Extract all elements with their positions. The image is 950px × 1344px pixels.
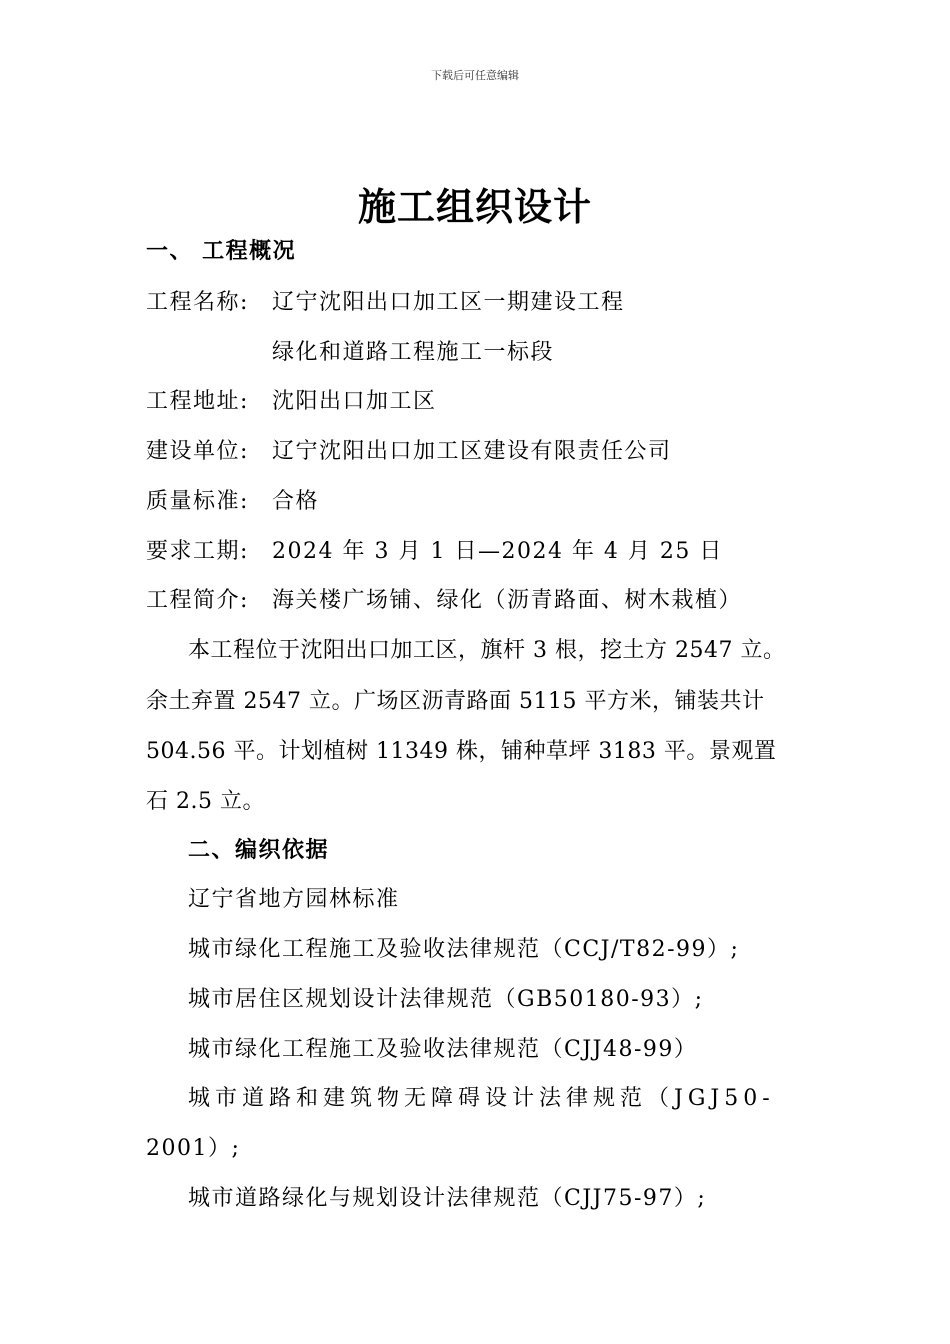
project-address-row — [146, 384, 437, 415]
quality-standard-row — [146, 484, 319, 515]
intro-paragraph-line-2: 余土弃置 2547 立。广场区沥青路面 5115 平方米，铺装共计 — [146, 689, 765, 714]
intro-paragraph-line-3: 504.56 平。计划植树 11349 株，铺种草坪 3183 平。景观置 — [146, 739, 777, 764]
required-period-label: 要求工期: — [146, 539, 249, 564]
project-name-value-cont: 绿化和道路工程施工一标段 — [272, 340, 555, 365]
section-heading-overview: 一、 工程概况 — [146, 238, 297, 264]
project-intro-label: 工程简介: — [146, 588, 249, 613]
project-intro-row — [146, 583, 742, 614]
header-note: 下载后可任意编辑 — [431, 69, 519, 82]
project-address-value: 沈阳出口加工区 — [272, 389, 437, 414]
quality-standard-label: 质量标准: — [146, 489, 249, 514]
section-heading-basis: 二、编织依据 — [188, 837, 330, 863]
construction-unit-label: 建设单位: — [146, 439, 249, 464]
project-intro-value: 海关楼广场铺、绿化（沥青路面、树木栽植） — [272, 588, 743, 613]
project-address-label: 工程地址: — [146, 389, 249, 414]
quality-standard-value: 合格 — [272, 489, 320, 514]
document-title: 施工组织设计 — [357, 184, 592, 229]
basis-item: 城市道路和建筑物无障碍设计法律规范（JGJ50- — [188, 1086, 775, 1111]
project-name-value: 辽宁沈阳出口加工区一期建设工程 — [272, 290, 625, 315]
intro-paragraph-line-4: 石 2.5 立。 — [146, 789, 265, 814]
project-name-row — [146, 285, 625, 316]
intro-paragraph-line-1: 本工程位于沈阳出口加工区，旗杆 3 根，挖土方 2547 立。 — [188, 638, 786, 663]
construction-unit-row — [146, 434, 672, 465]
construction-unit-value: 辽宁沈阳出口加工区建设有限责任公司 — [272, 439, 672, 464]
basis-item: 城市道路绿化与规划设计法律规范（CJJ75-97）; — [188, 1186, 707, 1211]
required-period-row — [146, 534, 723, 565]
required-period-value: 2024 年 3 月 1 日—2024 年 4 月 25 日 — [272, 539, 723, 564]
basis-item: 城市居住区规划设计法律规范（GB50180-93）; — [188, 987, 704, 1012]
basis-item-cont: 2001）; — [146, 1136, 241, 1161]
basis-item: 城市绿化工程施工及验收法律规范（CCJ/T82-99）; — [188, 937, 740, 962]
project-name-label: 工程名称: — [146, 290, 249, 315]
basis-item: 城市绿化工程施工及验收法律规范（CJJ48-99） — [188, 1037, 698, 1062]
basis-item: 辽宁省地方园林标准 — [188, 887, 400, 912]
